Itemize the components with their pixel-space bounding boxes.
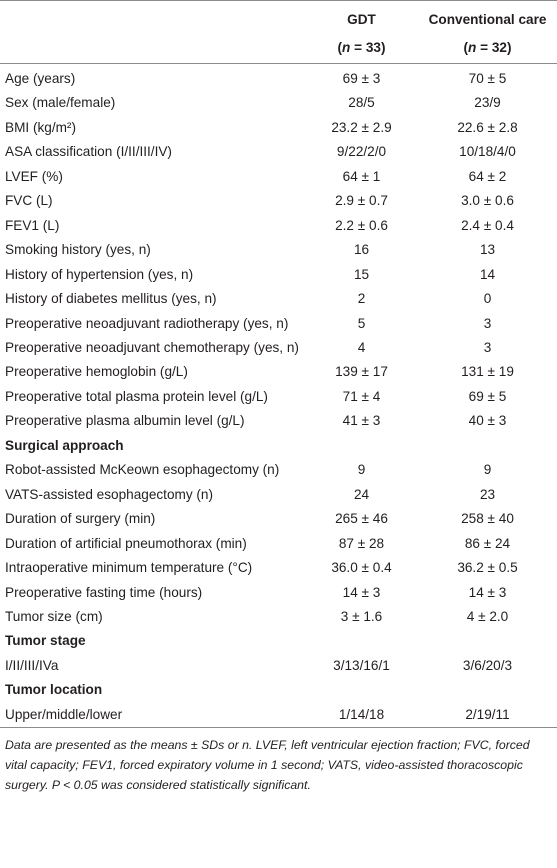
row-label: History of hypertension (yes, n) bbox=[5, 266, 194, 282]
gdt-value: 14 ± 3 bbox=[342, 584, 381, 600]
header-conventional-care: Conventional care bbox=[418, 1, 557, 38]
gdt-value: 2.9 ± 0.7 bbox=[335, 193, 388, 209]
row-label: Preoperative fasting time (hours) bbox=[5, 584, 203, 600]
table-row bbox=[0, 91, 557, 115]
conventional-care-value: 0 bbox=[483, 291, 492, 307]
header-gdt-n: (n = 33) bbox=[305, 37, 418, 64]
conventional-care-value: 2.4 ± 0.4 bbox=[461, 217, 514, 233]
gdt-value: 9/22/2/0 bbox=[336, 144, 387, 160]
table-row bbox=[0, 409, 557, 433]
conventional-care-value: 14 bbox=[479, 266, 496, 282]
gdt-value: 2 bbox=[357, 291, 366, 307]
row-label: FEV1 (L) bbox=[5, 217, 60, 233]
section-label: Surgical approach bbox=[5, 437, 124, 453]
conventional-care-value: 36.2 ± 0.5 bbox=[457, 560, 518, 576]
table-row bbox=[0, 214, 557, 238]
gdt-value: 69 ± 3 bbox=[342, 71, 381, 86]
conventional-care-value: 2/19/11 bbox=[418, 703, 557, 728]
gdt-value: 24 bbox=[353, 486, 370, 502]
gdt-value: 4 bbox=[357, 339, 366, 355]
header-conventional-care-n: (n = 32) bbox=[418, 37, 557, 64]
table-row bbox=[0, 263, 557, 287]
table-row bbox=[0, 312, 557, 336]
conventional-care-value: 9 bbox=[483, 462, 492, 478]
section-label: Tumor location bbox=[5, 682, 103, 698]
row-label: Tumor size (cm) bbox=[5, 608, 103, 624]
row-label: Preoperative plasma albumin level (g/L) bbox=[5, 413, 245, 429]
gdt-value: 5 bbox=[357, 315, 366, 331]
row-label: Upper/middle/lower bbox=[0, 703, 305, 728]
table-row bbox=[0, 654, 557, 678]
section-row bbox=[0, 678, 557, 702]
conventional-care-value: 23/9 bbox=[474, 95, 501, 111]
conventional-care-value: 69 ± 5 bbox=[468, 388, 507, 404]
gdt-value: 9 bbox=[357, 462, 366, 478]
conventional-care-value: 131 ± 19 bbox=[461, 364, 514, 380]
row-label: Preoperative neoadjuvant radiotherapy (yes, n) bbox=[5, 315, 289, 331]
gdt-value: 16 bbox=[353, 242, 370, 258]
row-label: Preoperative neoadjuvant chemotherapy (yes, n) bbox=[5, 339, 299, 355]
row-label: VATS-assisted esophagectomy (n) bbox=[5, 486, 214, 502]
table-row bbox=[0, 703, 557, 728]
conventional-care-value: 4 ± 2.0 bbox=[466, 608, 509, 624]
conventional-care-value bbox=[418, 678, 557, 702]
conventional-care-value: 3.0 ± 0.6 bbox=[461, 193, 514, 209]
row-label: Duration of surgery (min) bbox=[5, 511, 156, 527]
table-row bbox=[0, 140, 557, 164]
conventional-care-value: 13 bbox=[479, 242, 496, 258]
gdt-value bbox=[305, 629, 418, 653]
table-row bbox=[0, 507, 557, 531]
gdt-value: 28/5 bbox=[348, 95, 375, 111]
header-row-group-sizes bbox=[0, 37, 557, 64]
conventional-care-value bbox=[418, 434, 557, 458]
gdt-value: 3 ± 1.6 bbox=[340, 608, 383, 624]
row-label: Robot-assisted McKeown esophagectomy (n) bbox=[5, 462, 280, 478]
table-row bbox=[0, 385, 557, 409]
gdt-value: 64 ± 1 bbox=[342, 168, 381, 184]
conventional-care-value: 40 ± 3 bbox=[468, 413, 507, 429]
row-label: Duration of artificial pneumothorax (min) bbox=[5, 535, 247, 551]
gdt-value: 41 ± 3 bbox=[342, 413, 381, 429]
gdt-value: 15 bbox=[353, 266, 370, 282]
row-label: Smoking history (yes, n) bbox=[5, 242, 151, 258]
table-row bbox=[0, 360, 557, 384]
conventional-care-value: 3 bbox=[483, 315, 492, 331]
table-row bbox=[0, 581, 557, 605]
conventional-care-value: 22.6 ± 2.8 bbox=[457, 119, 518, 135]
table-row bbox=[0, 165, 557, 189]
gdt-value bbox=[305, 678, 418, 702]
table-body bbox=[0, 64, 557, 728]
table-row bbox=[0, 336, 557, 360]
row-label: Age (years) bbox=[5, 71, 76, 86]
conventional-care-value: 3/6/20/3 bbox=[462, 657, 513, 673]
table-row bbox=[0, 556, 557, 580]
section-row bbox=[0, 629, 557, 653]
gdt-value: 23.2 ± 2.9 bbox=[331, 119, 392, 135]
conventional-care-value: 86 ± 24 bbox=[464, 535, 511, 551]
row-label: FVC (L) bbox=[5, 193, 53, 209]
table-header bbox=[0, 1, 557, 64]
row-label: ASA classification (I/II/III/IV) bbox=[5, 144, 172, 160]
section-label: Tumor stage bbox=[5, 633, 86, 649]
row-label: I/II/III/IVa bbox=[5, 657, 59, 673]
gdt-value: 265 ± 46 bbox=[335, 511, 388, 527]
gdt-value: 3/13/16/1 bbox=[333, 657, 390, 673]
header-gdt: GDT bbox=[305, 1, 418, 38]
table-row bbox=[0, 189, 557, 213]
conventional-care-value: 64 ± 2 bbox=[468, 168, 507, 184]
section-row bbox=[0, 434, 557, 458]
table-row bbox=[0, 532, 557, 556]
row-label: Preoperative hemoglobin (g/L) bbox=[5, 364, 188, 380]
gdt-value: 139 ± 17 bbox=[335, 364, 388, 380]
row-label: Intraoperative minimum temperature (°C) bbox=[5, 560, 253, 576]
row-label: History of diabetes mellitus (yes, n) bbox=[5, 291, 217, 307]
header-row-group-names bbox=[0, 1, 557, 38]
table-row bbox=[0, 287, 557, 311]
table-row bbox=[0, 458, 557, 482]
gdt-value: 87 ± 28 bbox=[338, 535, 385, 551]
gdt-value bbox=[305, 434, 418, 458]
row-label: Preoperative total plasma protein level (g/L) bbox=[5, 388, 268, 404]
row-label: LVEF (%) bbox=[5, 168, 63, 184]
conventional-care-value: 14 ± 3 bbox=[468, 584, 507, 600]
conventional-care-value: 10/18/4/0 bbox=[459, 144, 516, 160]
table-row bbox=[0, 238, 557, 262]
conventional-care-value: 258 ± 40 bbox=[461, 511, 514, 527]
header-label-col-blank bbox=[0, 37, 305, 64]
table-row bbox=[0, 116, 557, 140]
table-row bbox=[0, 64, 557, 92]
row-label: BMI (kg/m²) bbox=[5, 119, 76, 135]
gdt-value: 2.2 ± 0.6 bbox=[335, 217, 388, 233]
table-row bbox=[0, 483, 557, 507]
header-label-col bbox=[0, 1, 305, 38]
table-footnote: Data are presented as the means ± SDs or n. LVEF, left ventricular ejection fraction; FVC, forced vital capacity; FEV1, forced expiratory volume in 1 second; VATS, video-assisted thoracoscopic surgery. P < 0.05 was considered statistically significant. bbox=[5, 738, 530, 793]
gdt-value: 71 ± 4 bbox=[342, 388, 381, 404]
gdt-value: 36.0 ± 0.4 bbox=[331, 560, 392, 576]
gdt-value: 1/14/18 bbox=[305, 703, 418, 728]
row-label: Sex (male/female) bbox=[5, 95, 116, 111]
conventional-care-value: 23 bbox=[479, 486, 496, 502]
conventional-care-value: 70 ± 5 bbox=[468, 71, 507, 86]
conventional-care-value: 3 bbox=[483, 339, 492, 355]
table-row bbox=[0, 605, 557, 629]
conventional-care-value bbox=[418, 629, 557, 653]
